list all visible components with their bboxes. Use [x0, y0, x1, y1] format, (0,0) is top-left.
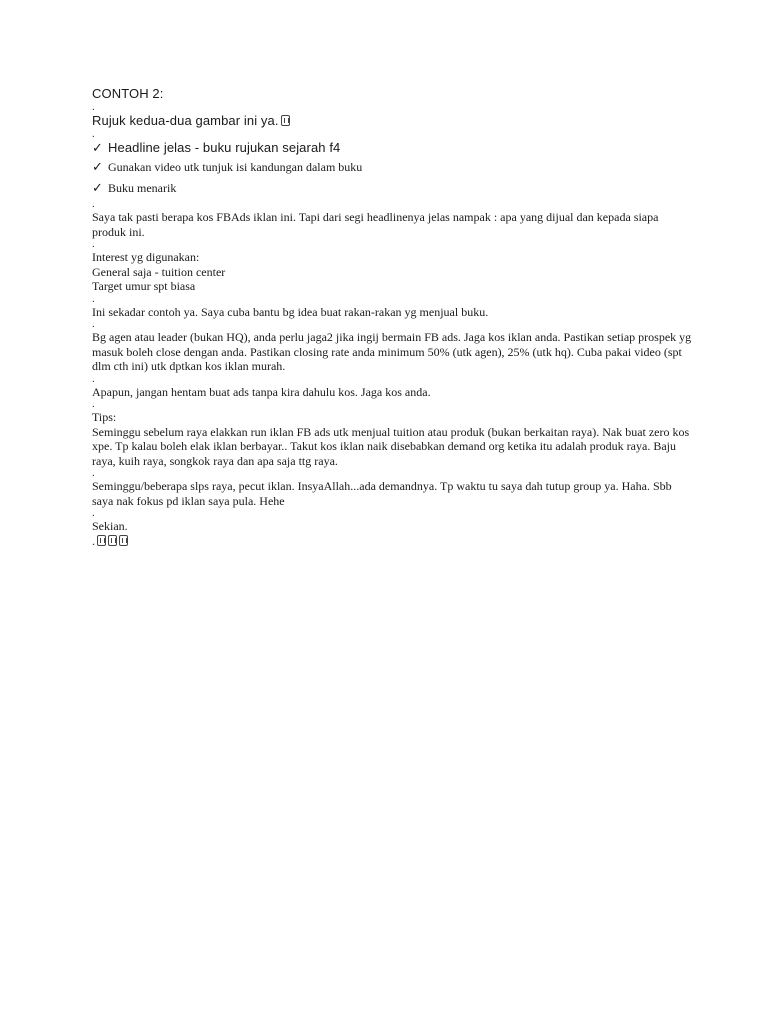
- dot-separator: .: [92, 467, 95, 479]
- page-title: CONTOH 2:: [92, 86, 164, 101]
- dot-separator: .: [92, 318, 95, 330]
- interest-line: Interest yg digunakan:: [92, 250, 200, 264]
- dot-separator: .: [92, 372, 95, 385]
- check-item-text: Headline jelas - buku rujukan sejarah f4: [108, 140, 341, 155]
- dot-separator: .: [92, 507, 95, 519]
- paragraph-example: Ini sekadar contoh ya. Saya cuba bantu bg idea buat rakan-rakan yg menjual buku.: [92, 304, 489, 319]
- dot-separator: .: [92, 198, 95, 210]
- check-item: [92, 140, 692, 157]
- check-item: [92, 178, 692, 199]
- paragraph-tips: Seminggu sebelum raya elakkan run iklan FB ads utk menjual tuition atau produk (bukan berkaitan raya). Nak buat zero kos xpe. Tp kalau boleh elak iklan berbayar.. Takut kos iklan naik disebabkan demand org ketika itu adalah produk raya. Baju raya, kuih raya, songkok raya dan apa saja ttg raya.: [92, 424, 690, 468]
- closing-icons: [92, 534, 692, 549]
- intro-line: [92, 113, 692, 129]
- dot-separator: .: [92, 128, 95, 140]
- paragraph-agent: Bg agen atau leader (bukan HQ), anda perlu jaga2 jika ingij bermain FB ads. Jaga kos iklan anda. Pastikan setiap prospek yg masuk boleh close dengan anda. Pastikan closing rate anda minimum 50% (utk agen), 25% (utk hq). Cuba pakai video (spt dlm cth ini) utk dptkan kos iklan murah.: [92, 330, 692, 373]
- check-mark-icon: ✓: [92, 141, 103, 156]
- pointing-down-hand-icon: [119, 535, 128, 546]
- dot-separator: .: [92, 238, 95, 250]
- paragraph-cost: Saya tak pasti berapa kos FBAds iklan ini. Tapi dari segi headlinenya jelas nampak : apa yang dijual dan kepada siapa produk ini.: [92, 210, 659, 239]
- dot-prefix: .: [92, 533, 95, 548]
- interest-line: Target umur spt biasa: [92, 279, 196, 293]
- pointing-down-hand-icon: [281, 115, 290, 126]
- check-item-text: Buku menarik: [108, 181, 177, 195]
- dot-separator: .: [92, 398, 95, 410]
- paragraph-after-raya: Seminggu/beberapa slps raya, pecut iklan. InsyaAllah...ada demandnya. Tp waktu tu saya dah tutup group ya. Haha. Sbb saya nak fokus pd iklan saya pula. Hehe: [92, 479, 672, 508]
- intro-text: Rujuk kedua-dua gambar ini ya.: [92, 113, 279, 128]
- check-item: [92, 157, 692, 178]
- check-mark-icon: ✓: [92, 160, 103, 175]
- document-page: [92, 86, 692, 548]
- closing-text: Sekian.: [92, 519, 128, 533]
- pointing-down-hand-icon: [97, 535, 106, 546]
- check-mark-icon: ✓: [92, 181, 103, 196]
- dot-separator: .: [92, 101, 95, 113]
- pointing-down-hand-icon: [108, 535, 117, 546]
- dot-separator: .: [92, 292, 95, 305]
- check-item-text: Gunakan video utk tunjuk isi kandungan dalam buku: [108, 160, 363, 174]
- interest-line: General saja - tuition center: [92, 264, 226, 279]
- tips-label: Tips:: [92, 410, 117, 424]
- paragraph-warning: Apapun, jangan hentam buat ads tanpa kira dahulu kos. Jaga kos anda.: [92, 384, 431, 399]
